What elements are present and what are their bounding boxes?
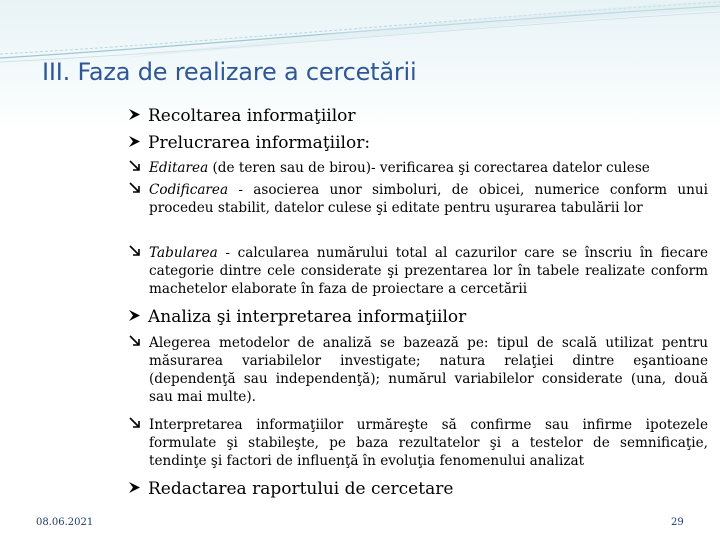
curved-arrow-icon: [128, 416, 142, 436]
footer-date: 08.06.2021: [36, 517, 94, 528]
page-number: 29: [671, 517, 684, 528]
sub-bullet-alegerea: [128, 334, 708, 406]
bullet-prelucrare: [128, 133, 370, 153]
arrowhead-icon: [128, 133, 148, 153]
bullet-recoltare: [128, 106, 356, 126]
bullet-label: Analiza şi interpretarea informaţiilor: [148, 307, 467, 327]
curved-arrow-icon: [128, 244, 142, 264]
curved-arrow-icon: [128, 334, 142, 354]
curved-arrow-icon: [128, 181, 142, 201]
bullet-label: Redactarea raportului de cercetare: [148, 479, 454, 499]
bullet-analiza: [128, 307, 466, 327]
interpretarea-text: Interpretarea informaţiilor urmăreşte să confirme sau infirme ipotezele formulate şi stabileşte, pe baza rezultatelor şi a testelor de semnificaţie, tendinţe şi factori de influenţă în evoluţia fenomenului analizat: [149, 417, 708, 469]
alegerea-text: Alegerea metodelor de analiză se bazează pe: tipul de scală utilizat pentru măsurarea variabilelor investigate; natura relaţiei dintre eşantioane (dependenţă sau independenţă); numărul variabilelor considerate (una, două sau mai multe).: [149, 335, 708, 405]
page-title: III. Faza de realizare a cercetării: [42, 58, 417, 86]
tabularea-text: - calcularea numărului total al cazurilor care se înscriu în fiecare categorie dintre cele considerate şi prezentarea lor în tabele realizate conform machetelor elaborate în faza de proiectare a cercetării: [149, 245, 708, 297]
sub-bullet-interpretarea: [128, 416, 708, 470]
bullet-redactare: [128, 479, 453, 499]
codificarea-text: - asocierea unor simboluri, de obicei, numerice conform unui procedeu stabilit, datelor culese şi editate pentru uşurarea tabulării lor: [149, 182, 708, 216]
sub-bullet-editarea: [128, 159, 708, 177]
sub-bullet-tabularea: [128, 244, 708, 298]
term-editarea: Editarea: [149, 160, 209, 176]
arrowhead-icon: [128, 106, 148, 126]
bullet-label: Recoltarea informaţiilor: [148, 106, 356, 126]
arrowhead-icon: [128, 307, 148, 327]
arrowhead-icon: [128, 479, 148, 499]
curved-arrow-icon: [128, 159, 142, 179]
term-tabularea: Tabularea: [149, 245, 218, 261]
sub-bullet-codificarea: [128, 181, 708, 217]
term-codificarea: Codificarea: [149, 182, 229, 198]
bullet-label: Prelucrarea informaţiilor:: [148, 133, 371, 153]
editarea-text: (de teren sau de birou)- verificarea şi corectarea datelor culese: [208, 160, 650, 176]
